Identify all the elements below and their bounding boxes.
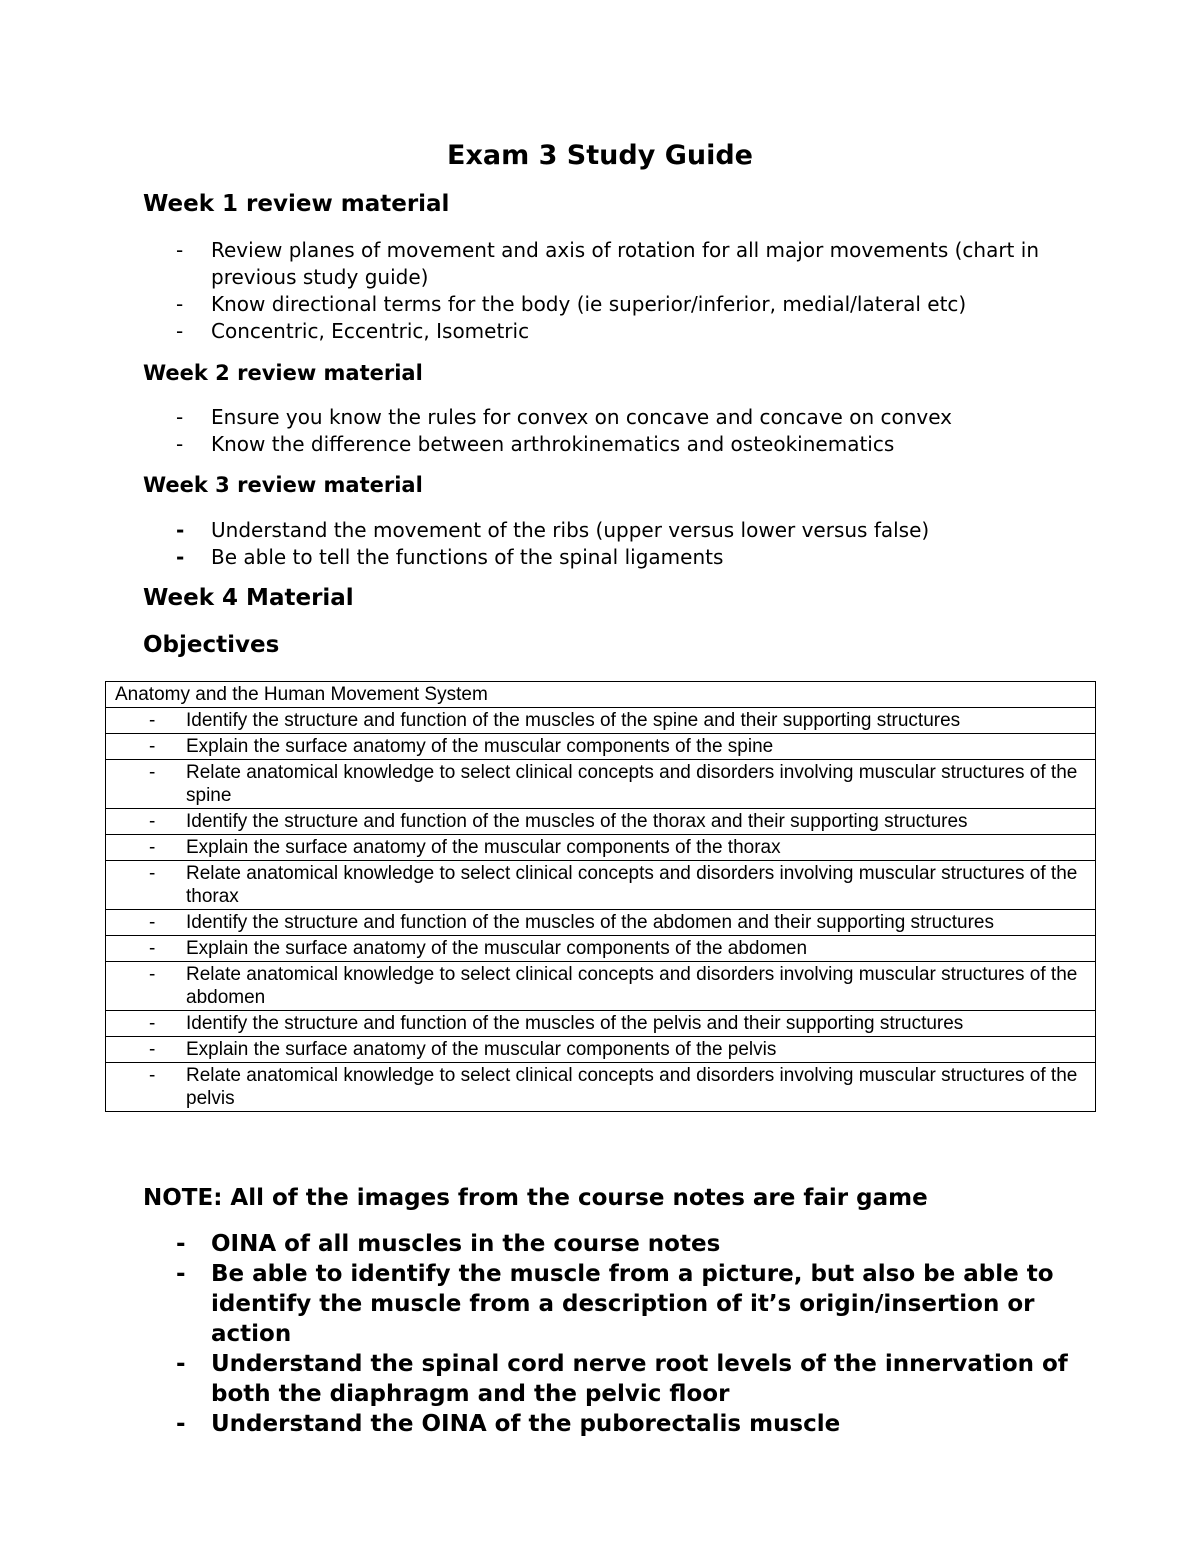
table-row xyxy=(106,962,1096,1011)
table-cell xyxy=(106,835,1096,861)
table-cell-content xyxy=(115,937,1087,960)
list-item-text: Review planes of movement and axis of rotation for all major movements (chart in previous study guide) xyxy=(211,238,1039,289)
table-cell-text: Identify the structure and function of the muscles of the pelvis and their supporting structures xyxy=(186,1013,964,1034)
week2-heading: Week 2 review material xyxy=(143,361,423,385)
table-row xyxy=(106,936,1096,962)
list-item-text: Ensure you know the rules for convex on concave and concave on convex xyxy=(211,405,953,429)
table-cell xyxy=(106,1037,1096,1063)
table-header-cell: Anatomy and the Human Movement System xyxy=(106,682,1096,708)
table-cell xyxy=(106,936,1096,962)
list-item-text: OINA of all muscles in the course notes xyxy=(211,1231,721,1257)
dash-bullet: - xyxy=(149,811,156,832)
table-cell xyxy=(106,962,1096,1011)
table-header-row xyxy=(106,682,1096,708)
table-row xyxy=(106,708,1096,734)
list-item-text: Be able to tell the functions of the spinal ligaments xyxy=(211,545,724,569)
table-row xyxy=(106,861,1096,910)
table-cell-text: Explain the surface anatomy of the muscular components of the thorax xyxy=(186,837,781,858)
dash-bullet: - xyxy=(149,710,156,731)
list-item-text: Know the difference between arthrokinematics and osteokinematics xyxy=(211,432,895,456)
table-cell-text: Relate anatomical knowledge to select clinical concepts and disorders involving muscular structures of the abdomen xyxy=(186,964,1078,1008)
table-cell-content xyxy=(115,709,1087,732)
table-row xyxy=(106,760,1096,809)
page-title: Exam 3 Study Guide xyxy=(447,140,753,171)
table-cell-text: Explain the surface anatomy of the muscular components of the pelvis xyxy=(186,1039,777,1060)
table-cell xyxy=(106,1011,1096,1037)
table-row xyxy=(106,835,1096,861)
dash-bullet: - xyxy=(176,1231,186,1257)
note-heading: NOTE: All of the images from the course notes are fair game xyxy=(143,1185,928,1211)
list-item-text: Concentric, Eccentric, Isometric xyxy=(211,319,530,343)
table-cell-text: Explain the surface anatomy of the muscular components of the abdomen xyxy=(186,938,808,959)
dash-bullet: - xyxy=(149,1065,156,1086)
dash-bullet: - xyxy=(149,1013,156,1034)
table-cell-text: Relate anatomical knowledge to select clinical concepts and disorders involving muscular structures of the pelvis xyxy=(186,1065,1078,1109)
dash-bullet: - xyxy=(176,319,184,343)
list-item-text: Know directional terms for the body (ie superior/inferior, medial/lateral etc) xyxy=(211,292,967,316)
list-item xyxy=(0,404,1071,431)
dash-bullet: - xyxy=(149,863,156,884)
dash-bullet: - xyxy=(176,545,185,569)
list-item xyxy=(0,1229,1071,1259)
list-item xyxy=(0,291,1071,318)
table-row xyxy=(106,809,1096,835)
table-cell-content xyxy=(115,836,1087,859)
dash-bullet: - xyxy=(176,238,184,262)
table-cell-content xyxy=(115,735,1087,758)
list-item xyxy=(0,237,1071,291)
week3-heading: Week 3 review material xyxy=(143,473,423,497)
list-item xyxy=(0,431,1071,458)
dash-bullet: - xyxy=(149,938,156,959)
week1-heading: Week 1 review material xyxy=(143,191,450,217)
table-cell-content xyxy=(115,911,1087,934)
table-row xyxy=(106,734,1096,760)
table-cell-content xyxy=(115,1012,1087,1035)
table-cell-content xyxy=(115,1038,1087,1061)
list-item-text: Understand the OINA of the puborectalis muscle xyxy=(211,1411,841,1437)
table-cell xyxy=(106,760,1096,809)
table-cell xyxy=(106,809,1096,835)
table-cell-content xyxy=(115,810,1087,833)
table-cell-text: Explain the surface anatomy of the muscular components of the spine xyxy=(186,736,774,757)
table-row xyxy=(106,1063,1096,1112)
dash-bullet: - xyxy=(149,964,156,985)
note-list xyxy=(0,1229,1071,1439)
dash-bullet: - xyxy=(176,1351,186,1377)
list-item xyxy=(0,1409,1071,1439)
list-item xyxy=(0,318,1071,345)
dash-bullet: - xyxy=(176,405,184,429)
objectives-heading: Objectives xyxy=(143,632,280,658)
list-item xyxy=(0,1349,1071,1409)
list-item-text: Understand the spinal cord nerve root levels of the innervation of both the diaphragm and the pelvic floor xyxy=(211,1351,1068,1407)
table-cell-text: Relate anatomical knowledge to select clinical concepts and disorders involving muscular structures of the thorax xyxy=(186,863,1078,907)
table-cell xyxy=(106,708,1096,734)
dash-bullet: - xyxy=(176,432,184,456)
dash-bullet: - xyxy=(149,837,156,858)
dash-bullet: - xyxy=(149,1039,156,1060)
table-cell-text: Relate anatomical knowledge to select clinical concepts and disorders involving muscular structures of the spine xyxy=(186,762,1078,806)
table-cell xyxy=(106,734,1096,760)
list-item xyxy=(0,1259,1071,1349)
list-item-text: Be able to identify the muscle from a picture, but also be able to identify the muscle from a description of it’s origin/insertion or action xyxy=(211,1261,1054,1347)
list-item xyxy=(0,544,1071,571)
list-item xyxy=(0,517,1071,544)
table-cell-content xyxy=(115,1064,1087,1110)
table-row xyxy=(106,910,1096,936)
week3-list xyxy=(0,517,1071,571)
dash-bullet: - xyxy=(176,518,185,542)
table-row xyxy=(106,1011,1096,1037)
week4-heading: Week 4 Material xyxy=(143,585,354,611)
week2-list xyxy=(0,404,1071,458)
table-cell-content xyxy=(115,862,1087,908)
dash-bullet: - xyxy=(149,912,156,933)
list-item-text: Understand the movement of the ribs (upper versus lower versus false) xyxy=(211,518,930,542)
dash-bullet: - xyxy=(176,1411,186,1437)
table-cell xyxy=(106,910,1096,936)
table-cell-content xyxy=(115,963,1087,1009)
table-cell-text: Identify the structure and function of the muscles of the abdomen and their supporting structures xyxy=(186,912,994,933)
week1-list xyxy=(0,237,1071,345)
table-cell-text: Identify the structure and function of the muscles of the thorax and their supporting structures xyxy=(186,811,968,832)
objectives-table xyxy=(105,681,1096,1112)
table-cell-text: Identify the structure and function of the muscles of the spine and their supporting structures xyxy=(186,710,961,731)
dash-bullet: - xyxy=(176,1261,186,1287)
table-cell xyxy=(106,1063,1096,1112)
table-cell xyxy=(106,861,1096,910)
dash-bullet: - xyxy=(176,292,184,316)
dash-bullet: - xyxy=(149,762,156,783)
dash-bullet: - xyxy=(149,736,156,757)
table-row xyxy=(106,1037,1096,1063)
table-cell-content xyxy=(115,761,1087,807)
